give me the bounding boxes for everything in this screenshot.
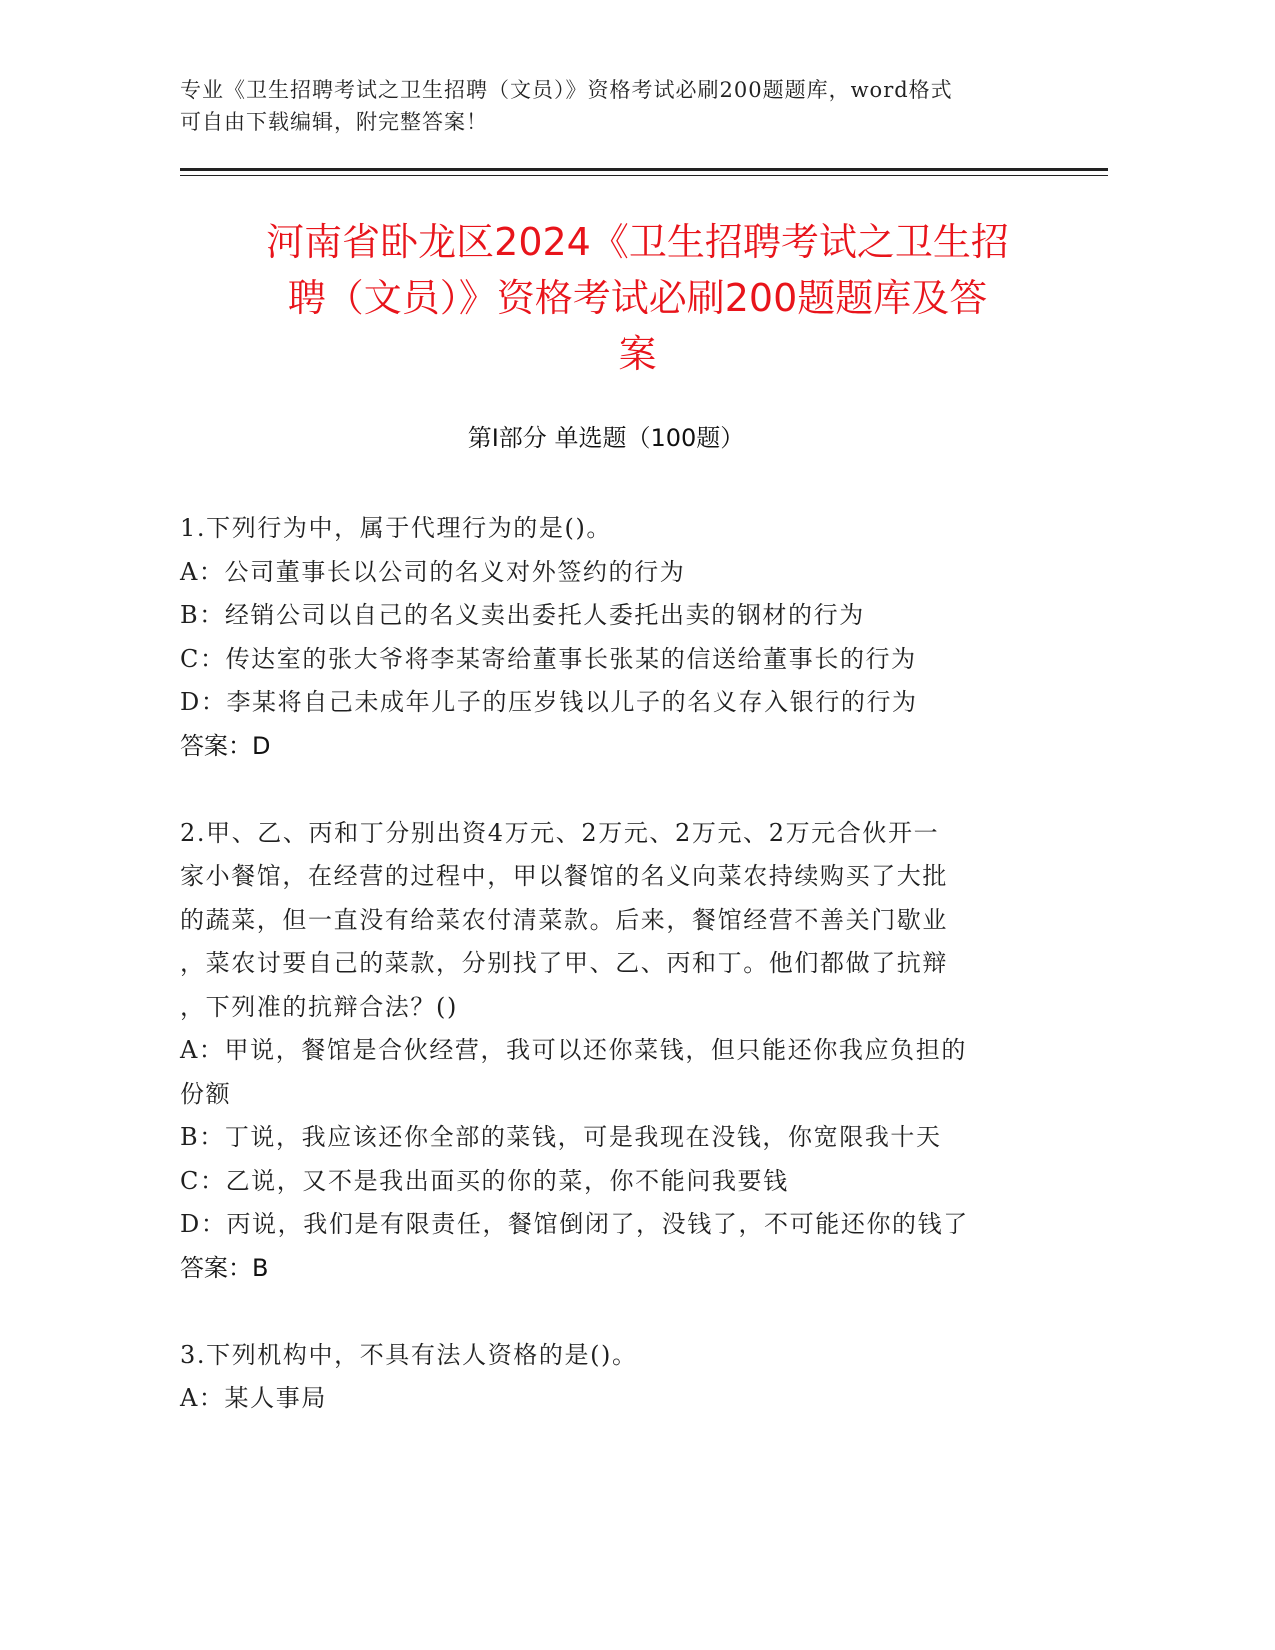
option-b: B：丁说，我应该还你全部的菜钱，可是我现在没钱，你宽限我十天 xyxy=(180,1123,942,1151)
answer-label: 答案：B xyxy=(180,1253,269,1282)
question-stem: 1.下列行为中，属于代理行为的是()。 xyxy=(180,514,613,542)
option-d: D：李某将自己未成年儿子的压岁钱以儿子的名义存入银行的行为 xyxy=(180,688,918,716)
spacer xyxy=(180,768,1030,812)
question-list xyxy=(180,507,1030,1421)
option-a: A：公司董事长以公司的名义对外签约的行为 xyxy=(180,557,686,586)
option-c: C：乙说，又不是我出面买的你的菜，你不能问我要钱 xyxy=(180,1166,789,1195)
question-item xyxy=(180,1334,1030,1421)
question-item xyxy=(180,507,1030,768)
question-stem: 家小餐馆，在经营的过程中，甲以餐馆的名义向菜农持续购买了大批 xyxy=(180,862,948,890)
header-note xyxy=(180,74,1040,138)
section-heading: 第Ⅰ部分 单选题（100题） xyxy=(467,424,745,452)
question-stem: 2.甲、乙、丙和丁分别出资4万元、2万元、2万元、2万元合伙开一 xyxy=(180,818,940,847)
option-a: A：某人事局 xyxy=(180,1384,327,1412)
question-item xyxy=(180,812,1030,1291)
option-d: D：丙说，我们是有限责任，餐馆倒闭了，没钱了，不可能还你的钱了 xyxy=(180,1210,969,1238)
option-a-continued: 份额 xyxy=(180,1079,232,1108)
document-title-line: 河南省卧龙区2024《卫生招聘考试之卫生招 xyxy=(266,220,1009,264)
question-stem: 3.下列机构中，不具有法人资格的是()。 xyxy=(180,1340,638,1369)
question-stem: ，菜农讨要自己的菜款，分别找了甲、乙、丙和丁。他们都做了抗辩 xyxy=(180,949,948,977)
question-stem: 的蔬菜，但一直没有给菜农付清菜款。后来，餐馆经营不善关门歇业 xyxy=(180,905,948,934)
option-a: A：甲说，餐馆是合伙经营，我可以还你菜钱，但只能还你我应负担的 xyxy=(180,1036,967,1064)
document-title xyxy=(160,214,1115,382)
question-stem: ，下列准的抗辩合法？() xyxy=(180,992,458,1021)
header-divider-thin xyxy=(180,175,1108,176)
header-note-line: 专业《卫生招聘考试之卫生招聘（文员）》资格考试必刷200题题库，word格式 xyxy=(180,78,953,102)
option-c: C：传达室的张大爷将李某寄给董事长张某的信送给董事长的行为 xyxy=(180,644,917,673)
header-note-line: 可自由下载编辑，附完整答案！ xyxy=(180,110,488,134)
document-title-line: 聘（文员）》资格考试必刷200题题库及答 xyxy=(287,276,988,320)
header-divider-thick xyxy=(180,168,1108,171)
option-b: B：经销公司以自己的名义卖出委托人委托出卖的钢材的行为 xyxy=(180,601,865,629)
document-title-line: 案 xyxy=(618,332,657,376)
spacer xyxy=(180,1290,1030,1334)
answer-label: 答案：D xyxy=(180,731,271,760)
